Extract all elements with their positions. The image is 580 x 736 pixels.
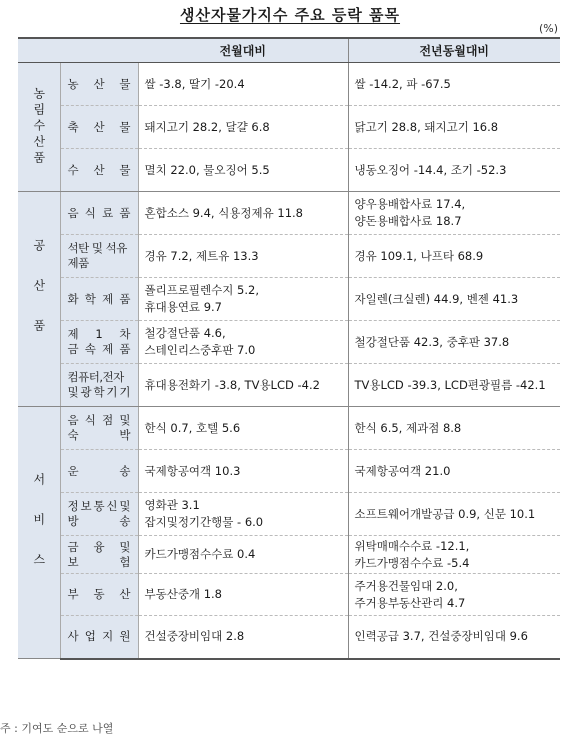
- yoy-line: 철강절단품 42.3, 중후판 37.8: [354, 334, 510, 349]
- item-cell: [60, 407, 138, 450]
- item-label: 운 송: [67, 463, 131, 478]
- yoy-cell: [348, 106, 560, 149]
- yoy-cell: [348, 321, 560, 364]
- item-cell: [60, 235, 138, 278]
- table-row: [18, 364, 560, 407]
- item-cell: [60, 106, 138, 149]
- table-row: [18, 536, 560, 574]
- mom-cell: [138, 192, 348, 235]
- mom-line: 한식 0.7, 호텔 5.6: [144, 420, 241, 435]
- mom-line: 폴리프로필렌수지 5.2,: [144, 283, 259, 297]
- item-cell: [60, 493, 138, 536]
- mom-line: 휴대용연료 9.7: [144, 300, 222, 314]
- yoy-cell: [348, 364, 560, 407]
- mom-line: 혼합소스 9.4, 식용정제유 11.8: [144, 205, 303, 220]
- table-row: [18, 407, 560, 450]
- table-row: [18, 106, 560, 149]
- item-label: 부 동 산: [67, 587, 131, 601]
- yoy-line: TV용LCD -39.3, LCD편광필름 -42.1: [354, 377, 546, 392]
- mom-line: 철강절단품 4.6,: [144, 326, 226, 340]
- mom-line: 카드가맹점수수료 0.4: [144, 547, 256, 561]
- table-row: [18, 235, 560, 278]
- mom-line: 부동산중개 1.8: [144, 587, 222, 601]
- item-label: 제 1 차 금 속 제 품: [67, 327, 131, 356]
- item-cell: [60, 536, 138, 574]
- item-cell: [60, 192, 138, 235]
- yoy-line: 주거용부동산관리 4.7: [354, 595, 466, 610]
- mom-cell: [138, 364, 348, 407]
- table-row: [18, 149, 560, 192]
- item-cell: [60, 574, 138, 616]
- item-label: 음 식 료 품: [67, 205, 131, 220]
- mom-line: 돼지고기 28.2, 달걀 6.8: [144, 119, 270, 134]
- item-label: 수 산 물: [67, 162, 131, 177]
- table-body: [18, 63, 560, 659]
- item-cell: [60, 364, 138, 407]
- item-label: 축 산 물: [67, 119, 131, 134]
- mom-line: 국제항공여객 10.3: [144, 463, 241, 478]
- yoy-line: 위탁매매수수료 -12.1,: [354, 538, 470, 553]
- header-blank: [18, 38, 138, 63]
- category-cell: [18, 192, 60, 407]
- item-label: 석탄 및 석유제품: [67, 241, 127, 270]
- table-row: [18, 450, 560, 493]
- header-yoy: 전년동월대비: [348, 38, 560, 63]
- yoy-line: 양돈용배합사료 18.7: [354, 214, 462, 228]
- yoy-line: 자일렌(크실렌) 44.9, 벤젠 41.3: [354, 291, 519, 306]
- yoy-line: 소프트웨어개발공급 0.9, 신문 10.1: [354, 506, 536, 521]
- item-label: 화 학 제 품: [67, 291, 131, 306]
- item-label: 정 보 통 신 및 방 송: [67, 499, 131, 528]
- table-row: [18, 493, 560, 536]
- table-header-row: [18, 38, 560, 63]
- item-label: 컴퓨터,전자 및 광 학 기 기: [67, 370, 131, 399]
- item-cell: [60, 321, 138, 364]
- item-label: 농 산 물: [67, 76, 131, 91]
- yoy-line: 국제항공여객 21.0: [354, 463, 451, 478]
- mom-line: 쌀 -3.8, 딸기 -20.4: [144, 76, 245, 91]
- yoy-line: 한식 6.5, 제과점 8.8: [354, 420, 462, 435]
- mom-line: 경유 7.2, 제트유 13.3: [144, 248, 259, 263]
- category-label: 농림수산품: [31, 87, 46, 167]
- category-cell: [18, 63, 60, 192]
- unit-label: (%): [538, 22, 558, 35]
- mom-cell: [138, 235, 348, 278]
- mom-cell: [138, 149, 348, 192]
- yoy-cell: [348, 616, 560, 659]
- yoy-cell: [348, 407, 560, 450]
- yoy-line: 쌀 -14.2, 파 -67.5: [354, 76, 451, 91]
- mom-cell: [138, 278, 348, 321]
- item-cell: [60, 63, 138, 106]
- mom-cell: [138, 450, 348, 493]
- yoy-cell: [348, 574, 560, 616]
- mom-cell: [138, 407, 348, 450]
- category-cell: [18, 407, 60, 659]
- yoy-cell: [348, 63, 560, 106]
- table-row: [18, 616, 560, 659]
- page-title: 생산자물가지수 주요 등락 품목: [179, 6, 401, 24]
- mom-cell: [138, 321, 348, 364]
- item-cell: [60, 450, 138, 493]
- yoy-cell: [348, 536, 560, 574]
- yoy-line: 인력공급 3.7, 건설중장비임대 9.6: [354, 629, 528, 644]
- mom-cell: [138, 63, 348, 106]
- mom-line: 멸치 22.0, 물오징어 5.5: [144, 162, 270, 177]
- yoy-cell: [348, 278, 560, 321]
- mom-cell: [138, 106, 348, 149]
- mom-cell: [138, 493, 348, 536]
- yoy-line: 주거용건물임대 2.0,: [354, 578, 458, 593]
- item-label: 사 업 지 원: [67, 629, 131, 644]
- yoy-cell: [348, 450, 560, 493]
- mom-line: 건설중장비임대 2.8: [144, 629, 245, 644]
- mom-cell: [138, 616, 348, 659]
- item-label: 음 식 점 및 숙 박: [67, 413, 131, 442]
- category-label: 공산품: [31, 239, 46, 359]
- mom-line: 스테인리스중후판 7.0: [144, 343, 256, 357]
- mom-line: 휴대용전화기 -3.8, TV용LCD -4.2: [144, 377, 320, 392]
- yoy-line: 카드가맹점수수료 -5.4: [354, 555, 470, 570]
- item-label: 금 융 및 보 험: [67, 539, 131, 569]
- yoy-line: 경유 109.1, 나프타 68.9: [354, 248, 484, 263]
- price-change-table: [18, 37, 560, 660]
- yoy-cell: [348, 192, 560, 235]
- category-label: 서비스: [31, 472, 46, 593]
- item-cell: [60, 149, 138, 192]
- table-row: [18, 574, 560, 616]
- mom-line: 영화관 3.1: [144, 498, 200, 512]
- header-mom: 전월대비: [138, 38, 348, 63]
- table-row: [18, 321, 560, 364]
- table-row: [18, 192, 560, 235]
- mom-cell: [138, 536, 348, 574]
- item-cell: [60, 616, 138, 659]
- yoy-cell: [348, 149, 560, 192]
- yoy-line: 닭고기 28.8, 돼지고기 16.8: [354, 119, 499, 134]
- yoy-line: 양우용배합사료 17.4,: [354, 197, 466, 211]
- yoy-cell: [348, 493, 560, 536]
- mom-line: 잡지및정기간행물 - 6.0: [144, 515, 264, 529]
- table-row: [18, 278, 560, 321]
- item-cell: [60, 278, 138, 321]
- table-row: [18, 63, 560, 106]
- mom-cell: [138, 574, 348, 616]
- yoy-cell: [348, 235, 560, 278]
- yoy-line: 냉동오징어 -14.4, 조기 -52.3: [354, 162, 507, 177]
- footnote: 주 : 기여도 순으로 나열: [0, 722, 114, 735]
